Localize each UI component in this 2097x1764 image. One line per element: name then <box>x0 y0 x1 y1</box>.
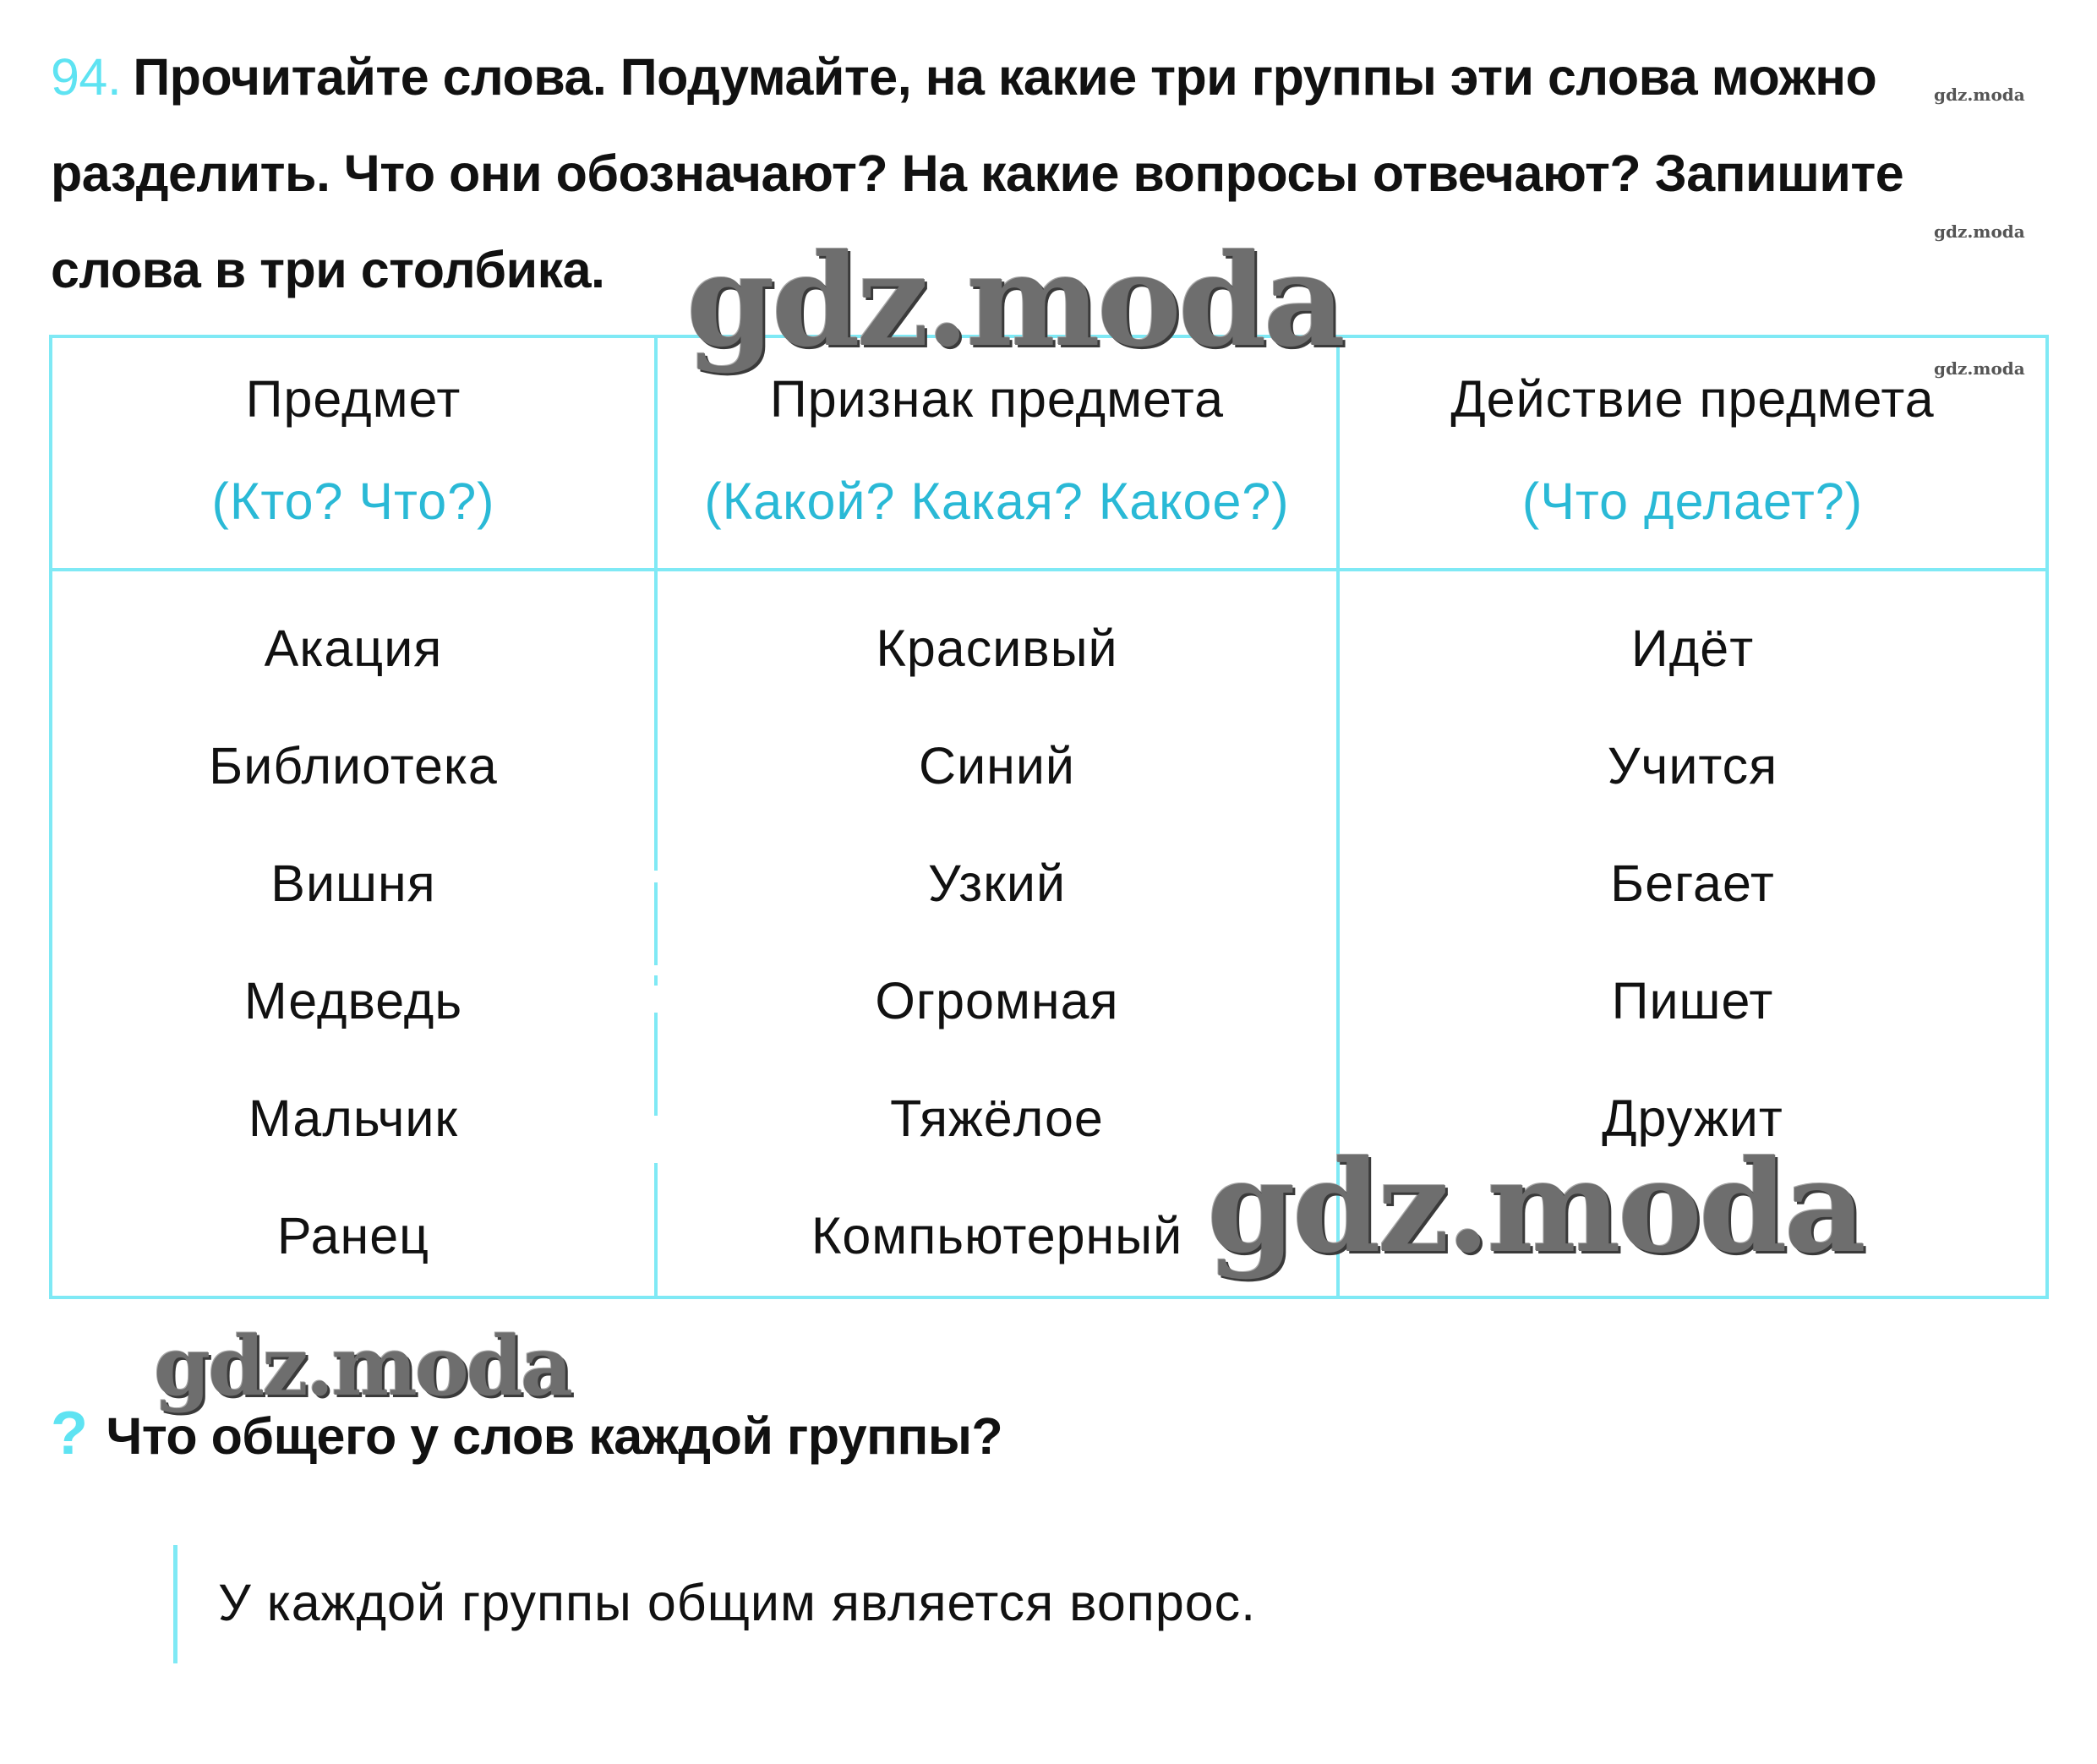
word-item: Тяжёлое <box>890 1090 1104 1147</box>
column-title: Предмет <box>245 370 461 428</box>
word-item: Бегает <box>1610 855 1775 912</box>
column-title: Действие предмета <box>1450 370 1935 428</box>
header-cell-subject <box>52 338 658 571</box>
word-item: Учится <box>1607 737 1778 795</box>
word-item: Компьютерный <box>811 1207 1183 1264</box>
word-item: Дружит <box>1602 1090 1783 1147</box>
column-question: (Что делает?) <box>1521 472 1864 530</box>
column-title: Признак предмета <box>769 370 1225 428</box>
word-item: Библиотека <box>209 737 498 795</box>
column-question: (Какой? Какая? Какое?) <box>704 472 1290 530</box>
watermark-small: gdz.moda <box>1934 358 2025 379</box>
word-item: Вишня <box>270 855 436 912</box>
border-gap <box>653 986 662 1013</box>
word-item: Синий <box>919 737 1075 795</box>
word-item: Огромная <box>875 972 1119 1029</box>
word-item: Мальчик <box>248 1090 459 1147</box>
word-list-subject <box>52 571 658 1296</box>
word-item: Красивый <box>876 620 1118 677</box>
border-gap <box>653 1116 662 1163</box>
watermark-small: gdz.moda <box>1934 221 2025 242</box>
watermark-small: gdz.moda <box>1934 85 2025 105</box>
border-gap <box>653 871 662 882</box>
watermark-logo: gdz.moda <box>1207 1133 1864 1281</box>
column-question: (Кто? Что?) <box>211 472 495 530</box>
answer-text: У каждой группы общим является вопрос. <box>218 1574 1257 1631</box>
watermark-logo: gdz.moda <box>154 1319 571 1414</box>
task-number: 94. <box>51 48 122 106</box>
word-item: Пишет <box>1611 972 1774 1029</box>
question-mark-icon: ? <box>51 1400 88 1467</box>
question-line <box>51 1400 1002 1470</box>
watermark-logo: gdz.moda <box>686 227 1343 375</box>
word-item: Ранец <box>276 1207 430 1264</box>
word-item: Акация <box>264 620 443 677</box>
border-gap <box>653 965 662 975</box>
word-item: Узкий <box>927 855 1067 912</box>
answer-bar <box>173 1545 177 1663</box>
word-item: Медведь <box>243 972 463 1029</box>
question-text: Что общего у слов каждой группы? <box>106 1407 1003 1465</box>
word-item: Идёт <box>1630 620 1755 677</box>
task-instructions: Прочитайте слова. Подумайте, на какие три группы эти слова можно разделить. Что они обозначают? На какие вопросы отвечают? Запишите слова в три столбика. <box>51 48 1904 298</box>
